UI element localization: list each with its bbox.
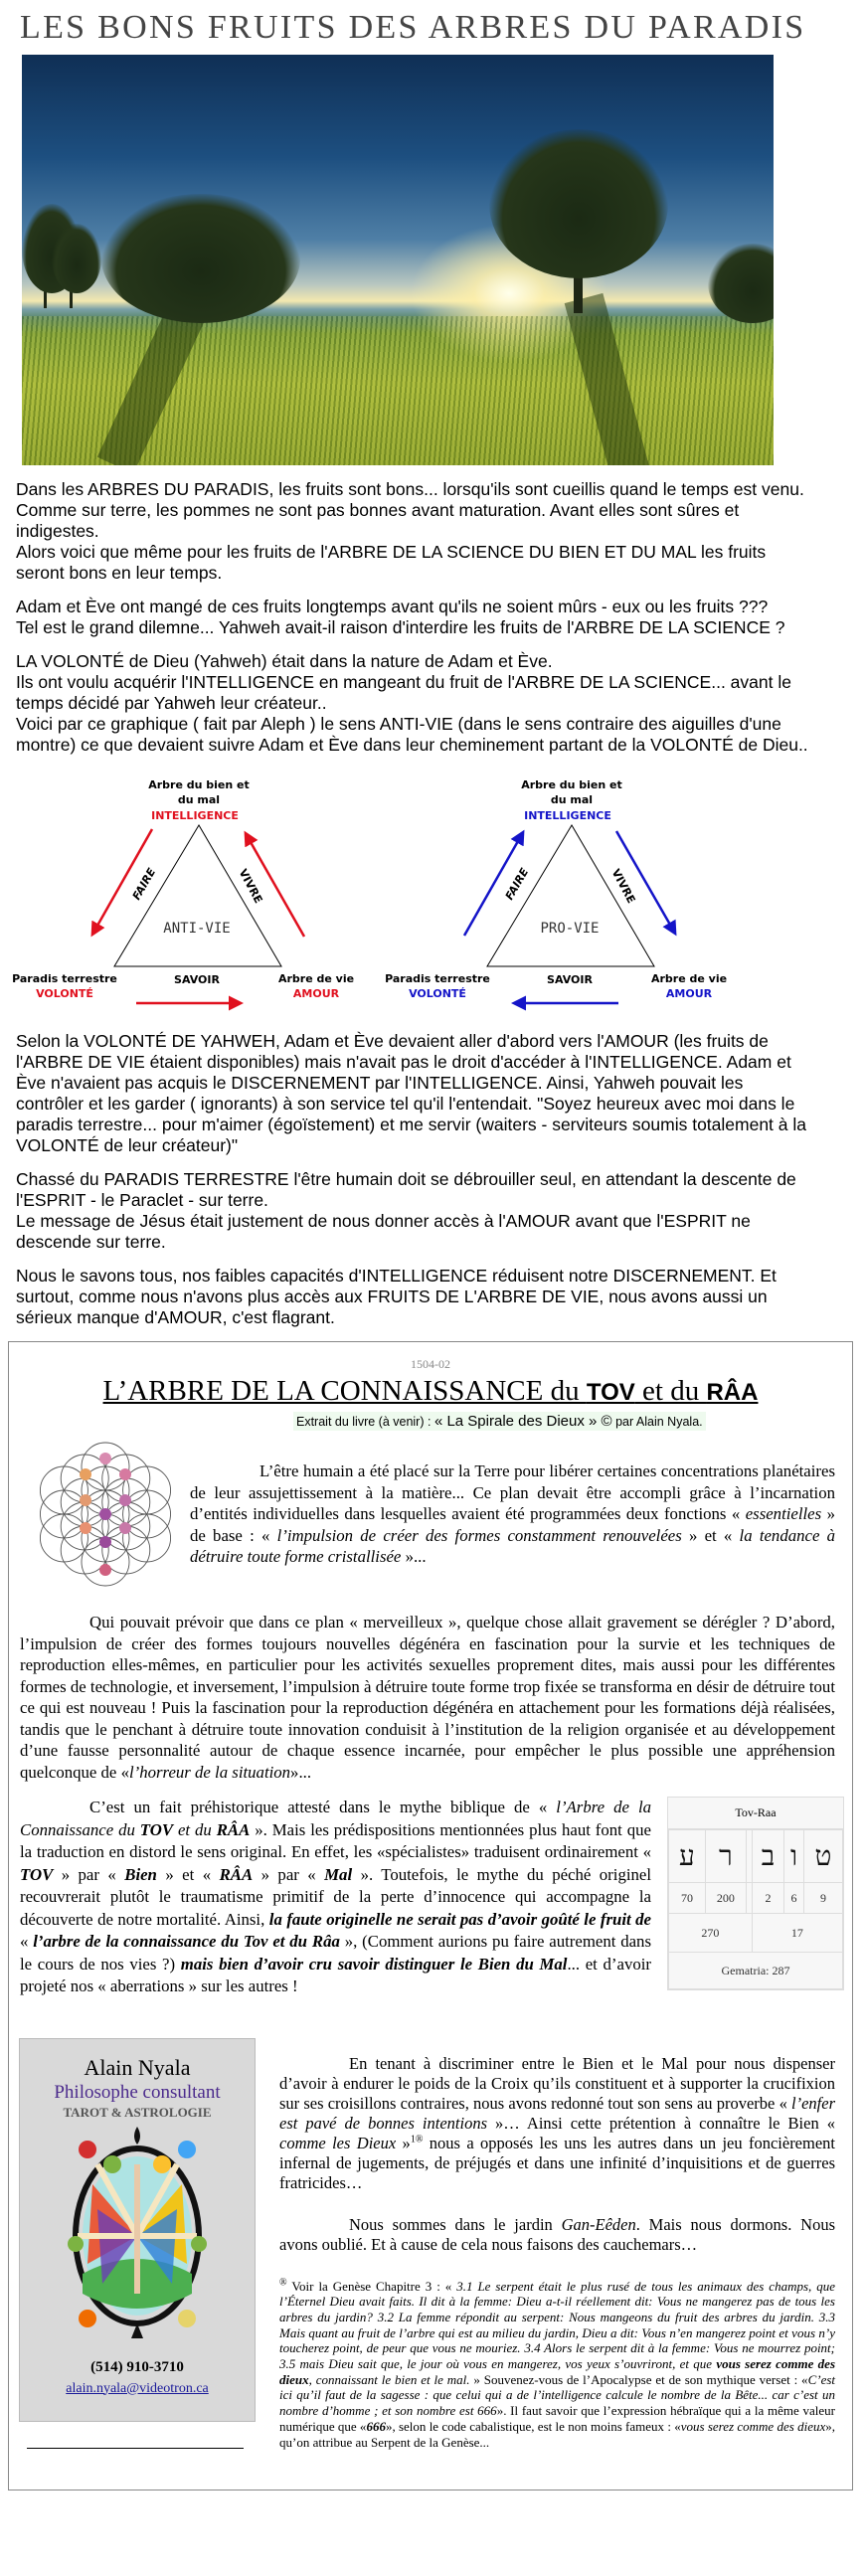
text-run: Voir la Genèse Chapitre 3 : « xyxy=(286,2278,457,2294)
text-run: », selon le code cabalistique, est le non moins fameux : « xyxy=(385,2418,681,2434)
text-run: « xyxy=(20,1932,34,1951)
text-run: »... xyxy=(401,1547,427,1566)
article-paragraph xyxy=(20,1612,835,1783)
text-run: ». Il faut savoir que l’expression hébraïque qui a la même valeur numérique que « xyxy=(279,2403,835,2434)
text-line: Alors voici que même pour les fruits de l'ARBRE DE LA SCIENCE DU BIEN ET DU MAL les fruits seront bons en leur temps. xyxy=(16,542,767,583)
gematria-total: Gematria: 287 xyxy=(669,1953,843,1989)
article-subtitle xyxy=(293,1412,706,1431)
text-run: ® xyxy=(279,2277,287,2289)
text-run: RÂA xyxy=(216,1819,251,1839)
text-run: »… Ainsi cette prétention à connaître le Bien « xyxy=(487,2113,835,2133)
hebrew-letter: ו xyxy=(784,1830,804,1883)
text-run: » et « xyxy=(681,1525,740,1545)
text-line: Dans les ARBRES DU PARADIS, les fruits sont bons... lorsqu'ils sont cueillis quand le temps est venu. xyxy=(16,479,804,499)
text-run: » et « xyxy=(156,1864,220,1884)
card-specialty: TAROT & ASTROLOGIE xyxy=(63,2104,212,2120)
footnote xyxy=(279,2279,835,2451)
card-role: Philosophe consultant xyxy=(54,2081,221,2103)
top-label: Arbre du bien et xyxy=(148,778,250,791)
article-box-continued xyxy=(8,2012,853,2491)
flower-node xyxy=(119,1522,131,1534)
flower-node xyxy=(99,1564,111,1576)
anti-vie-diagram xyxy=(0,769,373,1027)
word-sum: 270 xyxy=(669,1914,753,1953)
top-label: du mal xyxy=(177,793,221,806)
arbre-vie-label: Arbre de vie xyxy=(277,972,355,985)
business-card xyxy=(19,2038,256,2422)
subtitle-part: Extrait du livre (à venir) : xyxy=(296,1415,434,1429)
paragraph xyxy=(16,1266,811,1328)
paragraph xyxy=(16,1169,811,1253)
center-label: ANTI-VIE xyxy=(163,921,231,937)
flower-node xyxy=(99,1453,111,1464)
center-label: PRO-VIE xyxy=(540,921,600,937)
paradis-label: Paradis terrestre xyxy=(385,972,490,985)
text-run: Nous sommes dans le jardin xyxy=(349,2214,562,2234)
text-line: Tel est le grand dilemne... Yahweh avait-il raison d'interdire les fruits de l'ARBRE DE LA SCIENCE ? xyxy=(16,617,785,637)
tarot-emblem-image xyxy=(58,2125,217,2343)
text-run: L’être humain a été placé sur la Terre pour libérer certaines concentrations planétaires de leur assujettissement à la matière... Ce plan devait être accompli grâce à l’incarnation d’entités individuelles dans lesquelles avaient été programmées deux fonctions « xyxy=(190,1461,835,1523)
hebrew-letter: ט xyxy=(803,1830,842,1883)
flower-node xyxy=(80,1468,91,1480)
text-line: Adam et Ève ont mangé de ces fruits longtemps avant qu'ils ne soient mûrs - eux ou les fruits ??? xyxy=(16,597,769,616)
top-label: Arbre du bien et xyxy=(521,778,622,791)
article-code: 1504-02 xyxy=(411,1357,450,1371)
text-run: l’horreur de la situation xyxy=(128,1762,291,1782)
text-run: essentielles xyxy=(745,1504,822,1523)
article-paragraph xyxy=(279,2054,835,2193)
flower-node xyxy=(119,1494,131,1506)
text-run: l’impulsion de créer des formes constamment renouvelées xyxy=(276,1525,682,1545)
arbre-vie-label: Arbre de vie xyxy=(650,972,728,985)
text-run: 1® xyxy=(410,2134,424,2145)
hebrew-letter: ע xyxy=(669,1830,706,1883)
card-phone: (514) 910-3710 xyxy=(90,2358,184,2375)
text-run: vous serez comme des dieux xyxy=(680,2418,826,2434)
text-run: comme les Dieux xyxy=(279,2133,397,2152)
tree-left xyxy=(101,194,300,323)
top-label: du mal xyxy=(550,793,594,806)
bush-right xyxy=(708,244,774,323)
intelligence-label: INTELLIGENCE xyxy=(524,809,611,822)
title-part: L’ARBRE DE LA CONNAISSANCE du xyxy=(102,1375,587,1407)
savoir-label: SAVOIR xyxy=(174,973,220,986)
text-run: » par « xyxy=(53,1864,125,1884)
paragraph xyxy=(16,597,811,638)
article-paragraph xyxy=(20,1797,651,1998)
flower-node xyxy=(99,1508,111,1520)
article-paragraph xyxy=(279,2215,835,2255)
table-header: Tov-Raa xyxy=(668,1798,843,1829)
paradise-landscape-photo xyxy=(22,55,774,465)
letter-value: 2 xyxy=(752,1883,783,1914)
paragraph xyxy=(16,651,811,756)
vivre-label: VIVRE xyxy=(236,866,265,906)
intelligence-label: INTELLIGENCE xyxy=(151,809,239,822)
book-title: « La Spirale des Dieux » © xyxy=(433,1413,612,1430)
faire-label: FAIRE xyxy=(129,865,159,903)
text-run: . Mais nous dormons. Nous avons oublié. Et à cause de cela nous faisons des cauchemars… xyxy=(279,2214,835,2254)
text-run: », (Comment aurions pu faire autrement dans le cours de nos vies ?) xyxy=(20,1932,651,1974)
text-run: » par « xyxy=(253,1864,325,1884)
text-run: la faute originelle ne serait pas d’avoir goûté le fruit de xyxy=(268,1909,651,1929)
text-run: Gan-Eêden xyxy=(561,2214,636,2234)
values-row xyxy=(669,1883,843,1914)
paragraph xyxy=(16,479,811,584)
sums-row xyxy=(669,1914,843,1953)
text-run: ... et d’avoir projeté nos « aberrations » sur les autres ! xyxy=(20,1954,651,1995)
hebrew-letter: ר xyxy=(705,1830,746,1883)
text-run: »... xyxy=(290,1762,312,1782)
text-run: » xyxy=(396,2133,411,2152)
page-title: LES BONS FRUITS DES ARBRES DU PARADIS xyxy=(20,9,806,46)
diagrams-row xyxy=(0,769,756,1027)
text-line: Nous le savons tous, nos faibles capacités d'INTELLIGENCE réduisent notre DISCERNEMENT. Et surtout, comme nous n'avons plus accès aux FRUITS DE L'ARBRE DE VIE, nous avons aussi un sérieux manque d'AMOUR, c'est flagrant. xyxy=(16,1266,777,1327)
letter-value: 200 xyxy=(705,1883,746,1914)
text-run: nous a opposés les uns les autres dans un jeu foncièrement infernal de jugements, de préjugés et dans une infinité d’inquisitions et de guerres fratricides… xyxy=(279,2133,835,2192)
text-run: » de base : « xyxy=(190,1504,835,1545)
text-run: 3.1 Le serpent était le plus rusé de tous les animaux des champs, que l’Éternel Dieu avait faits. Il dit à la femme: Dieu a-t-il réellement dit: Vous ne mangerez pas de tous les arbres du jardin? 3.2 La femme répondit au serpent: Nous mangeons du fruit des arbres du jardin. 3.3 Mais quant au fruit de l’arbre qui est au milieu du jardin, Dieu a dit: Vous n’en mangerez point et vous n’y toucherez point, de peur que vous ne mouriez. 3.4 Alors le serpent dit à la femme: Vous ne mourrez point; 3.5 mais Dieu sait que, le jour où vous en mangerez, vos yeux s’ouvriront, et que xyxy=(279,2278,835,2372)
text-run: vous serez comme des dieux xyxy=(279,2356,836,2387)
flower-node xyxy=(80,1494,91,1506)
title-tov: TOV xyxy=(586,1379,635,1406)
text-line: Chassé du PARADIS TERRESTRE l'être humain doit se débrouiller seul, en attendant la descente de l'ESPRIT - le Paraclet - sur terre. xyxy=(16,1169,796,1210)
text-run: Qui pouvait prévoir que dans ce plan « merveilleux », quelque chose allait gravement se dérégler ? D’abord, l’impulsion de créer des formes toujours nouvelles dégénéra en fascination pour la survie et les techniques de reproduction elles-mêmes, en particulier pour les activités sexuelles proprement dites, mais aussi pour les différentes formes de technologie, et inversement, l’impulsion à détruire toute forme trop fixée se transforma en désir de détruire tout ce qui est nouveau ! Puis la fascination pour la reproduction dégénéra en attachement pour les formations déjà réalisées, tandis que le penchant à détruire toute innovation conduisit à l’institution de la religion organisée et au développement d’une fausse personnalité autour de chaque essence incarnée, pour empêcher le plus possible une appréhension quelconque de « xyxy=(20,1613,835,1782)
faire-label: FAIRE xyxy=(502,865,532,903)
text-run: C’est ici qu’il faut de la sagesse : que celui qui a de l’intelligence calcule le nombre de la Bête... car c’est un nombre d’homme ; et son nombre est 666 xyxy=(279,2371,836,2419)
text-run: ». Toutefois, le mythe du péché originel recouvrerait plutôt le traumatisme primitif de la perte d’innocence qui accompagne la découverte de notre mortalité. Ainsi, xyxy=(20,1864,651,1929)
letter-value: 70 xyxy=(669,1883,706,1914)
letter-value: 6 xyxy=(784,1883,804,1914)
text-line: Voici par ce graphique ( fait par Aleph ) le sens ANTI-VIE (dans le sens contraire des aiguilles d'une montre) ce que devaient suivre Adam et Ève dans leur cheminement partant de la VOLONTÉ de Dieu.. xyxy=(16,714,808,755)
text-run: et du xyxy=(173,1819,217,1839)
article-title xyxy=(9,1374,852,1410)
intro-text xyxy=(16,479,811,756)
text-line: Selon la VOLONTÉ DE YAHWEH, Adam et Ève devaient aller d'abord vers l'AMOUR (les fruits de l'ARBRE DE VIE étaient disponibles) mais n'avait pas le droit d'accéder à l'INTELLIGENCE. Adam et Ève n'avaient pas acquis le DISCERNEMENT par l'INTELLIGENCE. Ainsi, Yahweh pouvait les contrôler et les garder ( ignorants) à son service tel qu'il l'entendait. "Soyez heureux avec moi dans le paradis terrestre... pour m'aimer (égoïstement) et me servir (waiters - serviteurs soumis totalement à la VOLONTÉ de leur créateur)" xyxy=(16,1031,806,1155)
letter-value: 9 xyxy=(803,1883,842,1914)
flower-of-life-image xyxy=(31,1435,180,1594)
text-run: l’Arbre de la Connaissance du xyxy=(20,1798,651,1839)
divider-line xyxy=(27,2448,244,2449)
text-run: 666 xyxy=(366,2418,386,2434)
title-raa: RÂA xyxy=(706,1379,759,1406)
article-box xyxy=(8,1341,853,2012)
article-paragraph xyxy=(190,1460,835,1568)
amour-label: AMOUR xyxy=(665,987,713,1000)
text-run: l’arbre de la connaissance du Tov et du Râa xyxy=(33,1932,340,1951)
palm-tree xyxy=(52,224,101,293)
flower-node xyxy=(119,1468,131,1480)
word-sum: 17 xyxy=(752,1914,842,1953)
hebrew-letter: ב xyxy=(752,1830,783,1883)
letters-row xyxy=(669,1830,843,1883)
paradis-label: Paradis terrestre xyxy=(12,972,117,985)
text-line: LA VOLONTÉ de Dieu (Yahweh) était dans la nature de Adam et Ève. xyxy=(16,651,553,671)
text-run: mais bien d’avoir cru savoir distinguer le Bien du Mal xyxy=(180,1954,568,1974)
text-run: la tendance à détruire toute forme cristallisée xyxy=(190,1525,836,1566)
vivre-label: VIVRE xyxy=(608,866,638,906)
subtitle-author: par Alain Nyala. xyxy=(611,1415,703,1429)
title-part: et du xyxy=(634,1375,707,1407)
outro-text xyxy=(16,1031,811,1328)
text-run: », qu’on attribue au Serpent de la Genèse... xyxy=(279,2418,835,2450)
tov-raa-gematria-table xyxy=(667,1797,844,1990)
flower-node xyxy=(99,1536,111,1548)
volonte-label: VOLONTÉ xyxy=(409,987,466,1000)
text-run: l’enfer est pavé de bonnes intentions xyxy=(279,2093,835,2133)
card-name: Alain Nyala xyxy=(84,2054,191,2080)
text-run: TOV xyxy=(20,1864,54,1884)
text-run: ». Mais les prédispositions mentionnées plus haut font que la traduction en distord le sens original. En effet, les «spécialistes» traduisent ordinairement « xyxy=(20,1819,651,1861)
text-run: Mal xyxy=(324,1864,353,1884)
flower-node xyxy=(80,1522,91,1534)
tree-right xyxy=(489,129,668,278)
email-link[interactable]: alain.nyala@videotron.ca xyxy=(66,2380,209,2396)
text-run: , connaissant le bien et le mal. xyxy=(308,2371,470,2387)
text-run: TOV xyxy=(139,1819,174,1839)
savoir-label: SAVOIR xyxy=(547,973,593,986)
text-run: Bien xyxy=(124,1864,157,1884)
text-run: En tenant à discriminer entre le Bien et le Mal pour nous dispenser d’avoir à endurer le poids de la Croix qu’ils constituent et à supporter la crucifixion sur ses croisillons contraires, nous avons redonné tout son sens au proverbe « xyxy=(279,2053,835,2113)
amour-label: AMOUR xyxy=(292,987,340,1000)
pro-vie-diagram xyxy=(373,769,746,1027)
paragraph xyxy=(16,1031,811,1156)
text-line: Le message de Jésus était justement de nous donner accès à l'AMOUR avant que l'ESPRIT ne descende sur terre. xyxy=(16,1211,751,1252)
text-run: » Souvenez-vous de l’Apocalypse et de son mythique verset : « xyxy=(469,2371,808,2387)
text-line: Ils ont voulu acquérir l'INTELLIGENCE en mangeant du fruit de l'ARBRE DE LA SCIENCE... avant le temps décidé par Yahweh leur créateur.. xyxy=(16,672,791,713)
text-run: RÂA xyxy=(219,1864,254,1884)
text-run: C’est un fait préhistorique attesté dans le mythe biblique de « xyxy=(89,1798,557,1816)
text-line: Comme sur terre, les pommes ne sont pas bonnes avant maturation. Avant elles sont sûres et indigestes. xyxy=(16,500,740,541)
volonte-label: VOLONTÉ xyxy=(36,987,93,1000)
